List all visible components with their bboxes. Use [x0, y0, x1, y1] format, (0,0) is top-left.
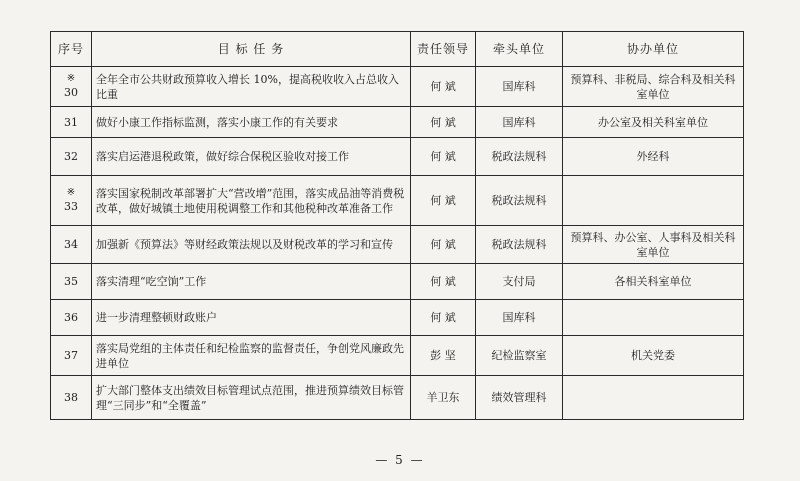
task-cell: 落实局党组的主体责任和纪检监察的监督责任，争创党风廉政先进单位: [92, 336, 411, 376]
lead-cell: 何 斌: [411, 226, 476, 264]
assist-cell: 预算科、办公室、人事科及相关科室单位: [563, 226, 744, 264]
row-number: 32: [64, 150, 78, 163]
row-number: 30: [64, 86, 78, 99]
table-row: [51, 336, 744, 376]
row-number: 36: [64, 311, 78, 324]
table-row: [51, 107, 744, 138]
row-number: 38: [64, 391, 78, 404]
department-cell: 税政法规科: [476, 176, 563, 226]
table-row: [51, 376, 744, 420]
department-cell: 税政法规科: [476, 226, 563, 264]
department-cell: 支付局: [476, 264, 563, 300]
department-cell: 国库科: [476, 300, 563, 336]
row-number: 33: [64, 200, 78, 213]
assist-cell: 机关党委: [563, 336, 744, 376]
lead-cell: 彭 坚: [411, 336, 476, 376]
table-row: [51, 226, 744, 264]
table-row: [51, 138, 744, 176]
lead-cell: 何 斌: [411, 300, 476, 336]
lead-cell: 何 斌: [411, 107, 476, 138]
assist-cell: 外经科: [563, 138, 744, 176]
department-cell: 国库科: [476, 67, 563, 107]
assist-cell: 预算科、非税局、综合科及相关科室单位: [563, 67, 744, 107]
task-table: [50, 31, 744, 420]
row-number-cell: [51, 107, 92, 138]
priority-mark: ※: [66, 73, 76, 84]
lead-cell: 羊卫东: [411, 376, 476, 420]
assist-cell: [563, 376, 744, 420]
task-cell: 落实国家税制改革部署扩大“营改增”范围，落实成品油等消费税改革，做好城镇土地使用税调整工作和其他税种改革准备工作: [92, 176, 411, 226]
assist-cell: [563, 300, 744, 336]
task-cell: 进一步清理整顿财政账户: [92, 300, 411, 336]
row-number-cell: [51, 176, 92, 226]
assist-cell: 办公室及相关科室单位: [563, 107, 744, 138]
header-number: 序号: [51, 32, 92, 67]
table-row: [51, 264, 744, 300]
row-number-cell: [51, 376, 92, 420]
department-cell: 国库科: [476, 107, 563, 138]
header-task: 目 标 任 务: [92, 32, 411, 67]
table-row: [51, 176, 744, 226]
row-number: 31: [64, 115, 78, 129]
row-number: 35: [64, 275, 78, 288]
task-cell: 全年全市公共财政预算收入增长 10%，提高税收收入占总收入比重: [92, 67, 411, 107]
lead-cell: 何 斌: [411, 264, 476, 300]
lead-cell: 何 斌: [411, 138, 476, 176]
task-cell: 扩大部门整体支出绩效目标管理试点范围，推进预算绩效目标管理“三同步”和“全覆盖”: [92, 376, 411, 420]
page-number: — 5 —: [375, 453, 425, 467]
row-number: 34: [64, 238, 78, 251]
department-cell: 绩效管理科: [476, 376, 563, 420]
task-cell: 做好小康工作指标监测，落实小康工作的有关要求: [92, 107, 411, 138]
row-number-cell: [51, 67, 92, 107]
table-header-row: [51, 32, 744, 67]
task-cell: 落实清理“吃空饷”工作: [92, 264, 411, 300]
lead-cell: 何 斌: [411, 67, 476, 107]
header-assist: 协办单位: [563, 32, 744, 67]
row-number-cell: [51, 138, 92, 176]
row-number: 37: [64, 349, 78, 362]
row-number-cell: [51, 300, 92, 336]
priority-mark: ※: [66, 187, 76, 198]
task-cell: 落实启运港退税政策，做好综合保税区验收对接工作: [92, 138, 411, 176]
task-cell: 加强新《预算法》等财经政策法规以及财税改革的学习和宣传: [92, 226, 411, 264]
row-number-cell: [51, 336, 92, 376]
table-row: [51, 300, 744, 336]
row-number-cell: [51, 264, 92, 300]
assist-cell: [563, 176, 744, 226]
header-department: 牵头单位: [476, 32, 563, 67]
table-row: [51, 67, 744, 107]
header-lead: 责任领导: [411, 32, 476, 67]
lead-cell: 何 斌: [411, 176, 476, 226]
department-cell: 税政法规科: [476, 138, 563, 176]
assist-cell: 各相关科室单位: [563, 264, 744, 300]
department-cell: 纪检监察室: [476, 336, 563, 376]
row-number-cell: [51, 226, 92, 264]
